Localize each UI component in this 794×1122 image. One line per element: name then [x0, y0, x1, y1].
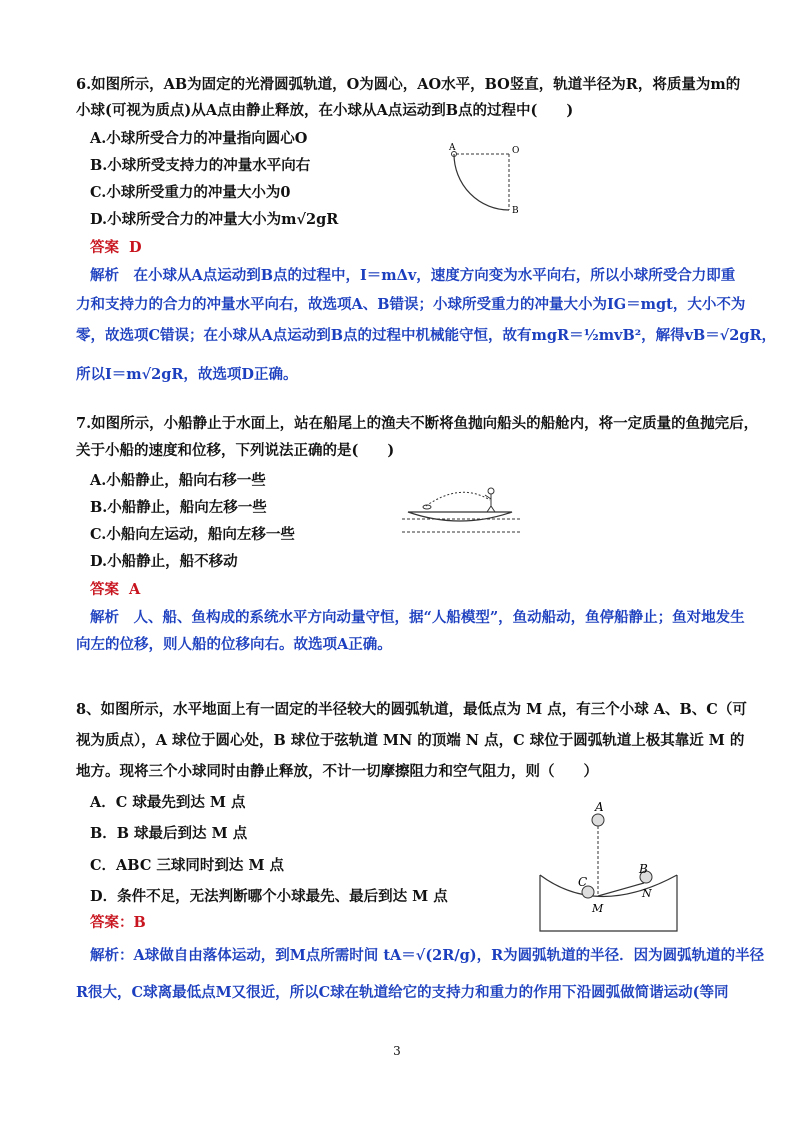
q8-option-a: A．C 球最先到达 M 点 — [90, 794, 246, 811]
q8-option-b: B．B 球最后到达 M 点 — [90, 825, 248, 842]
q8-arc-track-figure — [532, 800, 682, 935]
q8-label-n: N — [642, 887, 652, 900]
q8-stem-line3: 地方。现将三个小球同时由静止释放，不计一切摩擦阻力和空气阻力，则（ ） — [76, 763, 598, 780]
q6-answer-label: 答案 — [90, 239, 119, 256]
q6-option-b: B.小球所受支持力的冲量水平向右 — [90, 157, 311, 174]
q6-analysis-line2: 力和支持力的合力的冲量水平向右，故选项A、B错误；小球所受重力的冲量大小为IG＝mgt，大小不为 — [76, 296, 746, 313]
q8-label-c: C — [578, 875, 588, 889]
page-number: 3 — [393, 1044, 401, 1058]
q7-answer — [90, 580, 140, 600]
q7-fisherman-head — [488, 488, 494, 494]
q7-analysis-line1: 解析 人、船、鱼构成的系统水平方向动量守恒，据“人船模型”，鱼动船动，鱼停船静止；鱼对地发生 — [90, 609, 745, 626]
q6-option-c: C.小球所受重力的冲量大小为0 — [90, 184, 291, 201]
q6-analysis-line4: 所以I＝m√2gR，故选项D正确。 — [76, 366, 298, 383]
q7-fish-trajectory — [426, 492, 490, 506]
q8-analysis-line2: R很大，C球离最低点M又很近，所以C球在轨道给它的支持力和重力的作用下沿圆弧做简谐运动(等同 — [76, 984, 729, 1001]
q7-option-d: D.小船静止，船不移动 — [90, 553, 238, 570]
q8-ball-a — [592, 814, 604, 826]
q8-label-m: M — [592, 902, 604, 915]
q7-stem-line2: 关于小船的速度和位移，下列说法正确的是( ) — [76, 442, 395, 459]
q7-stem-line1: 7.如图所示，小船静止于水面上，站在船尾上的渔夫不断将鱼抛向船头的船舱内，将一定质量的鱼抛完后， — [76, 415, 759, 432]
q7-option-c: C.小船向左运动，船向左移一些 — [90, 526, 295, 543]
q7-boat-figure — [400, 482, 525, 547]
q7-analysis-line2: 向左的位移，则人船的位移向右。故选项A正确。 — [76, 636, 392, 653]
q7-fisherman-leg-right — [491, 506, 495, 512]
q6-analysis-line1: 解析 在小球从A点运动到B点的过程中，I＝mΔv，速度方向变为水平向右，所以小球所受合力即重 — [90, 267, 736, 284]
q7-answer-value: A — [129, 581, 141, 598]
q8-analysis-line1: 解析：A球做自由落体运动，到M点所需时间 tA＝√(2R/g)，R为圆弧轨道的半径．因为圆弧轨道的半径 — [90, 947, 765, 964]
q8-label-b: B — [639, 862, 648, 876]
q6-stem-line2: 小球(可视为质点)从A点由静止释放，在小球从A点运动到B点的过程中( ) — [76, 102, 574, 119]
q7-fisherman-leg-left — [487, 506, 491, 512]
q6-label-a: A — [449, 143, 456, 153]
q8-stem-line1: 8、如图所示，水平地面上有一固定的半径较大的圆弧轨道，最低点为 M 点，有三个小球 A、B、C（可 — [76, 701, 747, 718]
q6-option-a: A.小球所受合力的冲量指向圆心O — [90, 130, 308, 147]
q8-label-a: A — [595, 800, 604, 814]
q7-boat-hull — [408, 512, 512, 521]
q7-answer-label: 答案 — [90, 581, 119, 598]
q6-stem-line1: 6.如图所示，AB为固定的光滑圆弧轨道，O为圆心，AO水平，BO竖直，轨道半径为R，将质量为m的 — [76, 76, 741, 93]
q8-stem-line2: 视为质点），A 球位于圆心处，B 球位于弦轨道 MN 的顶端 N 点，C 球位于圆弧轨道上极其靠近 M 的 — [76, 732, 745, 749]
q8-option-c: C．ABC 三球同时到达 M 点 — [90, 857, 285, 874]
q6-label-o: O — [512, 146, 520, 156]
q6-answer-value: D — [129, 239, 142, 256]
q6-answer — [90, 238, 142, 258]
q8-answer: 答案：B — [90, 914, 146, 931]
q8-option-d: D．条件不足，无法判断哪个小球最先、最后到达 M 点 — [90, 888, 448, 905]
q8-ground-base — [540, 875, 677, 931]
q6-label-b: B — [512, 206, 519, 216]
q7-option-b: B.小船静止，船向左移一些 — [90, 499, 267, 516]
q7-option-a: A.小船静止，船向右移一些 — [90, 472, 266, 489]
q8-chord-mn — [598, 883, 644, 896]
q6-option-d: D.小球所受合力的冲量大小为m√2gR — [90, 211, 339, 228]
q6-arc-track-figure — [440, 140, 530, 220]
q6-arc-track — [454, 154, 509, 210]
q6-analysis-line3: 零，故选项C错误；在小球从A点运动到B点的过程中机械能守恒，故有mgR＝½mvB²，解得vB＝√2gR， — [76, 327, 777, 344]
